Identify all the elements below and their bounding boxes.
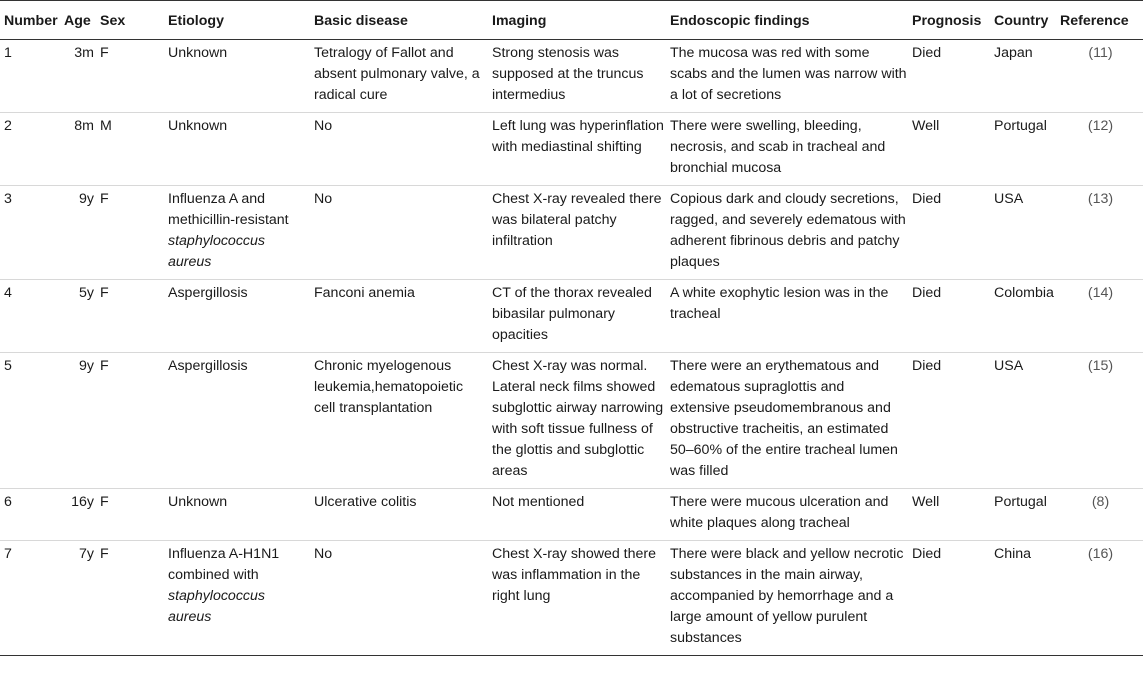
cell-sex (98, 353, 166, 489)
cell-imaging-text: Strong stenosis was supposed at the truncus intermedius (492, 45, 644, 103)
cell-etiology-text: Unknown (168, 45, 228, 61)
cell-country (992, 541, 1058, 656)
cell-etiology (166, 113, 312, 186)
header-basic-disease: Basic disease (312, 1, 490, 40)
cell-basic-disease-text: No (314, 546, 333, 562)
header-country: Country (992, 1, 1058, 40)
header-reference: Reference (1058, 1, 1143, 40)
cell-endoscopic-findings-text: There were black and yellow necrotic substances in the main airway, accompanied by hemorrhage and a large amount of yellow purulent substances (670, 546, 904, 646)
cell-reference (1058, 353, 1143, 489)
cell-country-text: Colombia (994, 285, 1054, 301)
cell-reference (1058, 186, 1143, 280)
cell-etiology (166, 186, 312, 280)
table-row (0, 541, 1143, 656)
cell-etiology-organism: staphylococcus aureus (168, 588, 265, 625)
cell-number (0, 280, 62, 353)
cell-imaging (490, 186, 668, 280)
cell-number-text: 1 (4, 45, 12, 61)
cell-age (62, 280, 98, 353)
cell-prognosis (910, 353, 992, 489)
cell-age (62, 489, 98, 541)
cell-imaging-text: Chest X-ray showed there was inflammation in the right lung (492, 546, 657, 604)
cell-number (0, 489, 62, 541)
cell-number (0, 186, 62, 280)
cell-number-text: 3 (4, 191, 12, 207)
cell-endoscopic-findings-text: There were mucous ulceration and white plaques along tracheal (670, 494, 889, 531)
cell-basic-disease-text: Chronic myelogenous leukemia,hematopoietic cell transplantation (314, 358, 464, 416)
cell-sex (98, 541, 166, 656)
header-etiology: Etiology (166, 1, 312, 40)
cell-reference-text: (14) (1087, 285, 1114, 301)
cell-basic-disease (312, 541, 490, 656)
table-row (0, 113, 1143, 186)
cell-reference-text: (15) (1087, 358, 1114, 374)
table-row (0, 186, 1143, 280)
cell-imaging (490, 353, 668, 489)
header-age: Age (62, 1, 98, 40)
cell-prognosis (910, 489, 992, 541)
cell-prognosis (910, 280, 992, 353)
cell-basic-disease (312, 40, 490, 113)
cell-reference (1058, 40, 1143, 113)
cell-number-text: 4 (4, 285, 12, 301)
cell-sex-text: F (100, 494, 109, 510)
cell-prognosis (910, 113, 992, 186)
cell-basic-disease-text: Ulcerative colitis (314, 494, 417, 510)
cell-prognosis-text: Well (912, 118, 940, 134)
table-row (0, 489, 1143, 541)
cell-number (0, 353, 62, 489)
cell-endoscopic-findings-text: There were an erythematous and edematous supraglottis and extensive pseudomembranous and obstructive tracheitis, an estimated 50–60% of the entire tracheal lumen was filled (670, 358, 898, 479)
cell-number (0, 541, 62, 656)
cell-sex-text: F (100, 546, 109, 562)
cell-country (992, 40, 1058, 113)
cell-country (992, 113, 1058, 186)
cell-sex-text: F (100, 358, 109, 374)
cell-number (0, 40, 62, 113)
cell-endoscopic-findings-text: A white exophytic lesion was in the tracheal (670, 285, 889, 322)
cell-number-text: 2 (4, 118, 12, 134)
cell-etiology-text: Influenza A and methicillin-resistant (168, 191, 289, 228)
cell-etiology-text: Influenza A-H1N1 combined with (168, 546, 280, 583)
cell-prognosis-text: Died (912, 285, 942, 301)
cell-sex (98, 489, 166, 541)
cell-imaging (490, 280, 668, 353)
cell-number-text: 6 (4, 494, 12, 510)
cell-basic-disease (312, 186, 490, 280)
cell-country (992, 489, 1058, 541)
cell-endoscopic-findings (668, 280, 910, 353)
cell-endoscopic-findings-text: Copious dark and cloudy secretions, ragged, and severely edematous with adherent fibrinous debris and patchy plaques (670, 191, 906, 270)
cell-endoscopic-findings-text: There were swelling, bleeding, necrosis, and scab in tracheal and bronchial mucosa (670, 118, 886, 176)
cell-sex-text: M (100, 118, 112, 134)
cell-endoscopic-findings-text: The mucosa was red with some scabs and the lumen was narrow with a lot of secretions (670, 45, 907, 103)
cell-country (992, 353, 1058, 489)
cell-etiology (166, 489, 312, 541)
cell-prognosis (910, 541, 992, 656)
cell-reference (1058, 113, 1143, 186)
cell-imaging-text: CT of the thorax revealed bibasilar pulmonary opacities (492, 285, 652, 343)
cell-endoscopic-findings (668, 40, 910, 113)
cell-sex-text: F (100, 285, 109, 301)
header-prognosis: Prognosis (910, 1, 992, 40)
cell-country (992, 186, 1058, 280)
cell-etiology-text: Unknown (168, 118, 228, 134)
cell-age (62, 186, 98, 280)
cell-reference (1058, 280, 1143, 353)
cell-endoscopic-findings (668, 113, 910, 186)
cell-etiology-text: Unknown (168, 494, 228, 510)
cell-imaging-text: Chest X-ray was normal. Lateral neck films showed subglottic airway narrowing with soft tissue fullness of the glottis and subglottic areas (492, 358, 664, 479)
cell-etiology-text: Aspergillosis (168, 358, 248, 374)
header-sex: Sex (98, 1, 166, 40)
cell-basic-disease (312, 489, 490, 541)
header-endoscopic-findings: Endoscopic findings (668, 1, 910, 40)
header-row (0, 1, 1143, 40)
cell-country-text: Portugal (994, 118, 1047, 134)
table-row (0, 353, 1143, 489)
cell-basic-disease (312, 113, 490, 186)
cell-country-text: USA (994, 358, 1024, 374)
cell-sex (98, 280, 166, 353)
cell-age (62, 40, 98, 113)
cell-sex-text: F (100, 191, 109, 207)
cell-age-text: 16y (71, 494, 94, 510)
cell-prognosis (910, 186, 992, 280)
cell-sex (98, 186, 166, 280)
cell-etiology-organism: staphylococcus aureus (168, 233, 265, 270)
cell-endoscopic-findings (668, 186, 910, 280)
cell-etiology-text: Aspergillosis (168, 285, 248, 301)
cell-sex-text: F (100, 45, 109, 61)
cell-imaging (490, 40, 668, 113)
cell-reference-text: (12) (1087, 118, 1114, 134)
cell-age-text: 5y (79, 285, 94, 301)
cell-prognosis-text: Died (912, 45, 942, 61)
cell-reference-text: (11) (1088, 45, 1113, 61)
cell-country-text: Portugal (994, 494, 1047, 510)
cell-prognosis-text: Died (912, 358, 942, 374)
cell-endoscopic-findings (668, 489, 910, 541)
cell-age (62, 353, 98, 489)
cell-etiology (166, 40, 312, 113)
header-imaging: Imaging (490, 1, 668, 40)
header-number: Number (0, 1, 62, 40)
cell-etiology (166, 541, 312, 656)
cell-number-text: 7 (4, 546, 12, 562)
cell-reference-text: (8) (1091, 494, 1110, 510)
cell-sex (98, 113, 166, 186)
cell-imaging (490, 489, 668, 541)
cell-age (62, 113, 98, 186)
cell-prognosis (910, 40, 992, 113)
cell-endoscopic-findings (668, 541, 910, 656)
cell-basic-disease-text: Tetralogy of Fallot and absent pulmonary valve, a radical cure (314, 45, 480, 103)
cell-reference (1058, 541, 1143, 656)
cell-imaging-text: Not mentioned (492, 494, 585, 510)
cell-etiology (166, 353, 312, 489)
table-row (0, 40, 1143, 113)
cell-basic-disease (312, 353, 490, 489)
cell-reference-text: (13) (1087, 191, 1114, 207)
cell-imaging-text: Chest X-ray revealed there was bilateral patchy infiltration (492, 191, 662, 249)
cell-age-text: 9y (79, 358, 94, 374)
cell-prognosis-text: Died (912, 191, 942, 207)
cell-age-text: 3m (74, 45, 94, 61)
cell-basic-disease (312, 280, 490, 353)
cell-country-text: USA (994, 191, 1024, 207)
cell-basic-disease-text: No (314, 118, 333, 134)
cell-number (0, 113, 62, 186)
cell-number-text: 5 (4, 358, 12, 374)
cell-reference (1058, 489, 1143, 541)
cell-basic-disease-text: No (314, 191, 333, 207)
cell-age (62, 541, 98, 656)
cell-age-text: 8m (74, 118, 94, 134)
cell-sex (98, 40, 166, 113)
cell-country-text: China (994, 546, 1032, 562)
cell-reference-text: (16) (1087, 546, 1114, 562)
cell-country-text: Japan (994, 45, 1033, 61)
cell-etiology (166, 280, 312, 353)
cell-imaging (490, 113, 668, 186)
cell-imaging-text: Left lung was hyperinflation with mediastinal shifting (492, 118, 664, 155)
table-row (0, 280, 1143, 353)
cell-country (992, 280, 1058, 353)
cell-prognosis-text: Died (912, 546, 942, 562)
cell-basic-disease-text: Fanconi anemia (314, 285, 415, 301)
cell-imaging (490, 541, 668, 656)
cell-age-text: 9y (79, 191, 94, 207)
cell-age-text: 7y (79, 546, 94, 562)
cell-prognosis-text: Well (912, 494, 940, 510)
cell-endoscopic-findings (668, 353, 910, 489)
